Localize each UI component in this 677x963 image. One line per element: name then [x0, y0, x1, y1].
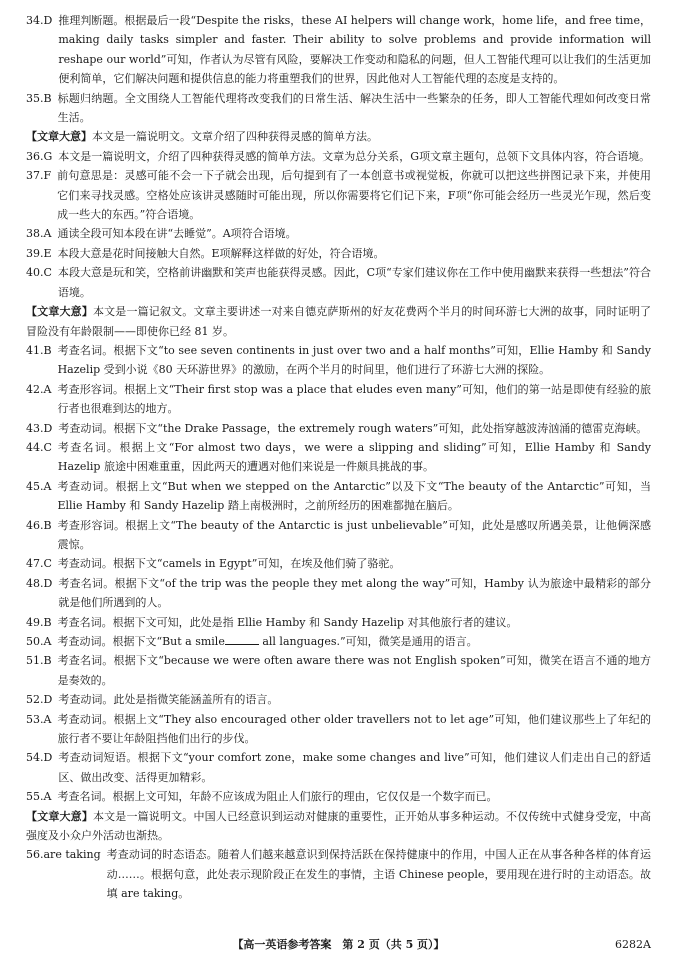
answer-number-group	[26, 554, 58, 573]
explanation-text-after-blank: all languages.”可知，微笑是通用的语言。	[258, 635, 478, 648]
answer-number-group	[26, 89, 58, 128]
answer-explanation	[58, 438, 651, 477]
answer-content	[26, 11, 651, 904]
question-number: 38.	[26, 227, 44, 241]
answer-explanation	[58, 690, 651, 709]
answer-letter: E	[43, 246, 52, 260]
question-number: 34.	[26, 14, 44, 27]
answer-number-group	[26, 516, 58, 555]
answer-explanation	[58, 341, 651, 380]
answer-letter: B	[43, 343, 52, 357]
answer-letter: B	[43, 518, 52, 532]
question-number: 55.	[26, 790, 44, 804]
answer-item	[26, 632, 651, 651]
question-number: 56.	[26, 848, 44, 862]
answer-item	[26, 651, 651, 690]
question-number: 46.	[26, 518, 44, 532]
answer-letter: A	[43, 712, 52, 726]
answer-item	[26, 438, 651, 477]
explanation-text: 考查动词。此处是指微笑能涵盖所有的语言。	[58, 693, 279, 707]
question-number: 51.	[26, 654, 44, 668]
explanation-text: 考查动词。根据下文“the Drake Passage，the extremely rough waters”可知，此处指穿越波涛汹涌的德雷克海峡。	[58, 421, 648, 435]
explanation-text: 考查动词。根据上文“They also encouraged other older travellers not to let age”可知，他们建议那些上了年纪的旅行者不要让年龄阻挡他们出行的步伐。	[57, 712, 651, 746]
explanation-text: 考查名词。根据上文可知，年龄不应该成为阻止人们旅行的理由，它仅仅是一个数字而已。	[57, 790, 498, 804]
explanation-text: 考查动词短语。根据下文“your comfort zone，make some changes and live”可知，他们建议人们走出自己的舒适区、做出改变、活得更加精彩。	[58, 751, 651, 784]
answer-item	[26, 613, 651, 632]
answer-explanation	[107, 845, 651, 903]
answer-number-group	[26, 632, 57, 651]
answer-letter: F	[43, 169, 52, 183]
explanation-text: 考查形容词。根据上文“The beauty of the Antarctic is just unbelievable”可知，此处是感叹所遇美景，让他俩深感震惊。	[57, 518, 651, 551]
summary-text: 本文是一篇说明文。文章介绍了四种获得灵感的简单方法。	[92, 130, 378, 144]
answer-item	[26, 11, 651, 89]
answer-letter: D	[43, 693, 53, 707]
question-number: 44.	[26, 440, 44, 454]
answer-number-group	[26, 787, 57, 806]
answer-number-group	[26, 11, 58, 89]
answer-explanation	[57, 710, 651, 749]
answer-letter: B	[43, 615, 52, 629]
answer-explanation	[58, 574, 651, 613]
answer-item	[26, 244, 651, 263]
answer-item	[26, 166, 651, 224]
answer-letter: C	[43, 557, 52, 571]
question-number: 39.	[26, 246, 44, 260]
question-number: 43.	[26, 421, 44, 435]
answer-item	[26, 574, 651, 613]
answer-letter: A	[43, 479, 52, 493]
explanation-text: 前句意思是：灵感可能不会一下子就会出现，后句提到有了一本创意书或视觉板，你就可以把这些拼图记录下来，并使用它们来寻找灵感。空格处应该讲灵感随时可能出现，所以你需要将它们记下来，F项“你可能会经历一些灵光乍现，然后变成一些大的东西。”符合语境。	[57, 169, 651, 222]
answer-letter: B	[43, 654, 52, 668]
answer-item	[26, 787, 651, 806]
answer-item	[26, 516, 651, 555]
answer-item	[26, 89, 651, 128]
answer-letter: are taking	[43, 848, 101, 862]
answer-explanation	[57, 166, 651, 224]
answer-item	[26, 263, 651, 302]
explanation-text: 考查名词。根据下文“of the trip was the people they met along the way”可知，Hamby 认为旅途中最精彩的部分就是他们所遇到的人。	[58, 576, 651, 610]
answer-item	[26, 690, 651, 709]
explanation-text: 标题归纳题。全文围绕人工智能代理将改变我们的日常生活、解决生活中一些繁杂的任务，即人工智能代理如何改变日常生活。	[57, 91, 651, 125]
answer-explanation	[57, 632, 651, 651]
explanation-text: 考查名词。根据下文“because we were often aware there was not English spoken”可知，微笑在语言不通的地方是奏效的。	[57, 654, 651, 687]
answer-item	[26, 380, 651, 419]
answer-number-group	[26, 748, 58, 787]
answer-number-group	[26, 380, 57, 419]
answer-letter: C	[43, 440, 52, 454]
answer-item	[26, 224, 651, 243]
explanation-text: 考查名词。根据下文“to see seven continents in just over two and a half months”可知，Ellie Hamby 和 Sandy Hazelip 受到小说《80 天环游世界》的激励，在两个半月的时间里，他们进行了环游七大洲的探险。	[57, 343, 651, 377]
answer-explanation	[57, 380, 651, 419]
answer-number-group	[26, 438, 58, 477]
footer-page-label: 【高一英语参考答案 第 2 页（共 5 页）】	[232, 938, 445, 951]
answer-letter: A	[43, 382, 52, 396]
explanation-text: 本文是一篇说明文，介绍了四种获得灵感的简单方法。文章为总分关系，G项文章主题句，总领下文具体内容，符合语境。	[58, 149, 651, 163]
summary-tag: 【文章大意】	[26, 809, 93, 823]
question-number: 50.	[26, 635, 44, 648]
answer-number-group	[26, 244, 58, 263]
question-number: 54.	[26, 751, 44, 765]
answer-explanation	[58, 419, 651, 438]
answer-item	[26, 554, 651, 573]
answer-number-group	[26, 166, 57, 224]
answer-explanation	[57, 224, 651, 243]
question-number: 40.	[26, 266, 44, 280]
answer-number-group	[26, 341, 58, 380]
page-footer	[26, 936, 651, 954]
answer-item	[26, 710, 651, 749]
answer-letter: D	[43, 14, 53, 27]
explanation-text: 考查名词。根据上文“For almost two days，we were a slipping and sliding”可知，Ellie Hamby 和 Sandy Hazelip 旅途中困难重重，因此两天的遭遇对他们来说是一件颇具挑战的事。	[57, 440, 651, 474]
explanation-text: 考查形容词。根据上文“Their first stop was a place that eludes even many”可知，他们的第一站是即使有经验的旅行者也很难到达的地方。	[57, 382, 651, 416]
question-number: 48.	[26, 576, 44, 590]
answer-explanation	[58, 244, 651, 263]
question-number: 37.	[26, 169, 44, 183]
answer-number-group	[26, 613, 58, 632]
question-number: 53.	[26, 712, 44, 726]
explanation-text: 考查动词。根据下文“But a smile	[57, 635, 225, 648]
explanation-text: 通读全段可知本段在讲“去睡觉”。A项符合语境。	[57, 227, 297, 241]
answer-explanation	[57, 477, 651, 516]
answer-explanation	[58, 554, 651, 573]
answer-letter: A	[43, 227, 52, 241]
question-number: 52.	[26, 693, 44, 707]
question-number: 49.	[26, 615, 44, 629]
explanation-text: 本段大意是玩和笑，空格前讲幽默和笑声也能获得灵感。因此，C项“专家们建议你在工作中使用幽默来获得一些想法”符合语境。	[57, 266, 651, 299]
question-number: 35.	[26, 91, 44, 105]
summary-tag: 【文章大意】	[26, 130, 92, 144]
answer-number-group	[26, 224, 57, 243]
answer-letter: D	[43, 751, 53, 765]
answer-explanation	[58, 147, 651, 166]
answer-letter: C	[43, 266, 52, 280]
answer-explanation	[57, 787, 651, 806]
passage-summary	[26, 807, 651, 846]
question-number: 47.	[26, 557, 44, 571]
answer-number-group	[26, 477, 57, 516]
answer-item	[26, 748, 651, 787]
answer-letter: B	[43, 91, 52, 105]
explanation-text: 考查动词。根据上文“But when we stepped on the Antarctic”以及下文“The beauty of the Antarctic”可知，当 Ellie Hamby 和 Sandy Hazelip 踏上南极洲时，之前所经历的困难都抛在脑后。	[57, 479, 651, 513]
answer-letter: D	[43, 576, 53, 590]
answer-explanation	[58, 651, 651, 690]
answer-explanation	[58, 11, 651, 89]
question-number: 45.	[26, 479, 44, 493]
answer-number-group	[26, 845, 107, 903]
explanation-text: 考查名词。根据下文可知，此处是指 Ellie Hamby 和 Sandy Hazelip 对其他旅行者的建议。	[57, 615, 518, 629]
answer-explanation	[58, 89, 651, 128]
answer-number-group	[26, 651, 58, 690]
question-number: 42.	[26, 382, 44, 396]
question-number: 41.	[26, 343, 44, 357]
answer-number-group	[26, 419, 58, 438]
explanation-text: 考查动词。根据下文“camels in Egypt”可知，在埃及他们骑了骆驼。	[57, 557, 401, 571]
summary-text: 本文是一篇说明文。中国人已经意识到运动对健康的重要性，正开始从事多种运动。不仅传统中式健身受宠，中高强度及小众户外活动也渐热。	[26, 809, 651, 843]
explanation-text: 考查动词的时态语态。随着人们越来越意识到保持活跃在保持健康中的作用，中国人正在从事各种各样的体育运动……。根据句意，此处表示现阶段正在发生的事情，主语 Chinese people，要用现在进行时的主动语态。故填 are taking。	[106, 848, 651, 901]
explanation-text: 推理判断题。根据最后一段“Despite the risks，these AI helpers will change work，home life，and free time，making daily tasks simpler and faster. Their ability to solve problems and provide information will reshape our world”可知，作者认为尽管有风险，要解决工作变动和隐私的问题，但人工智能代理可以让我们的生活更加便利简单，它们解决问题和提供信息的能力将重塑我们的世界，因此他对人工智能代理的态度是支持的。	[58, 14, 651, 86]
answer-number-group	[26, 147, 58, 166]
answer-number-group	[26, 710, 57, 749]
answer-number-group	[26, 263, 58, 302]
passage-summary	[26, 127, 651, 146]
explanation-text: 本段大意是花时间接触大自然。E项解释这样做的好处，符合语境。	[57, 246, 385, 260]
answer-letter: G	[43, 149, 53, 163]
answer-number-group	[26, 690, 58, 709]
answer-item	[26, 845, 651, 903]
answer-explanation	[58, 748, 651, 787]
answer-item	[26, 477, 651, 516]
answer-number-group	[26, 574, 58, 613]
summary-tag: 【文章大意】	[26, 305, 93, 319]
answer-explanation	[58, 516, 651, 555]
answer-item	[26, 147, 651, 166]
answer-explanation	[58, 613, 651, 632]
footer-code: 6282A	[615, 938, 651, 951]
answer-item	[26, 419, 651, 438]
answer-explanation	[58, 263, 651, 302]
summary-text: 本文是一篇记叙文。文章主要讲述一对来自德克萨斯州的好友花费两个半月的时间环游七大洲的故事，同时证明了冒险没有年龄限制——即使你已经 81 岁。	[26, 305, 651, 338]
answer-letter: A	[43, 635, 52, 648]
passage-summary	[26, 302, 651, 341]
answer-letter: A	[43, 790, 52, 804]
answer-letter: D	[43, 421, 53, 435]
question-number: 36.	[26, 149, 44, 163]
fill-blank	[225, 633, 259, 645]
answer-item	[26, 341, 651, 380]
